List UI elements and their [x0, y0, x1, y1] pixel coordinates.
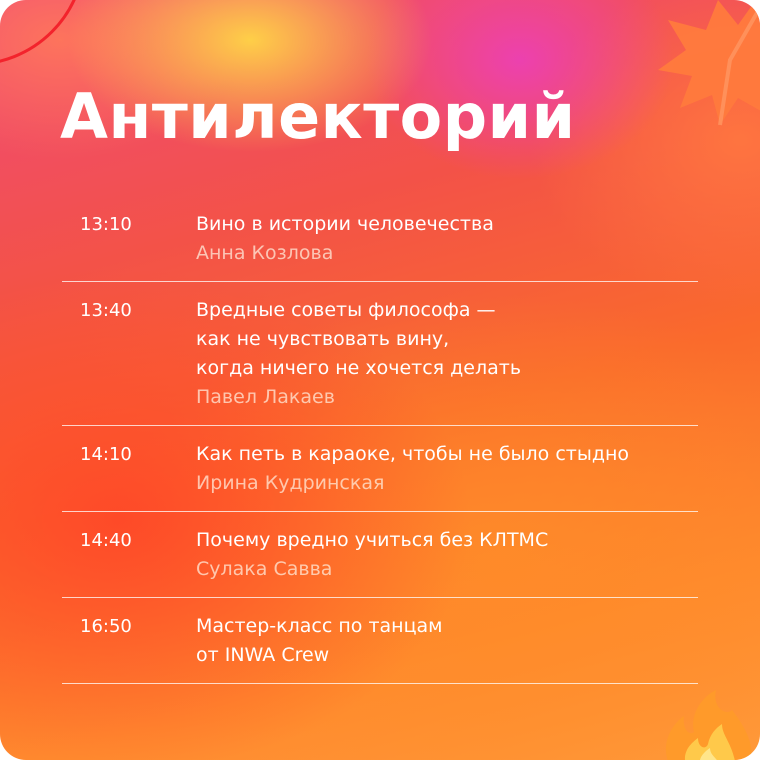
talk-title: Вино в истории человечества — [196, 213, 494, 235]
schedule-time: 14:10 — [80, 444, 132, 465]
schedule-info — [196, 440, 698, 498]
flame-icon — [660, 686, 756, 760]
schedule-info — [196, 526, 698, 584]
talk-title: Почему вредно учиться без КЛТМС — [196, 529, 549, 551]
talk-title: Вредные советы философа — как не чувствовать вину, когда ничего не хочется делать — [196, 299, 522, 379]
talk-title: Как петь в караоке, чтобы не было стыдно — [196, 443, 630, 465]
schedule-item — [62, 512, 698, 598]
schedule-list — [62, 198, 698, 684]
speaker-name: Анна Козлова — [196, 242, 334, 264]
talk-title: Мастер-класс по танцам от INWA Crew — [196, 615, 443, 666]
corner-arc-decoration — [0, 0, 86, 66]
speaker-name: Павел Лакаев — [196, 386, 335, 408]
schedule-info — [196, 210, 698, 268]
schedule-time: 14:40 — [80, 530, 132, 551]
schedule-item — [62, 282, 698, 426]
speaker-name: Сулака Савва — [196, 558, 333, 580]
schedule-time: 13:40 — [80, 300, 132, 321]
schedule-info — [196, 296, 698, 412]
speaker-name: Ирина Кудринская — [196, 472, 385, 494]
schedule-time: 16:50 — [80, 616, 132, 637]
page-title: Антилекторий — [60, 80, 576, 153]
schedule-time: 13:10 — [80, 214, 132, 235]
schedule-item — [62, 426, 698, 512]
schedule-item — [62, 598, 698, 684]
schedule-info — [196, 612, 698, 670]
schedule-item — [62, 198, 698, 282]
maple-leaf-icon — [620, 0, 760, 150]
